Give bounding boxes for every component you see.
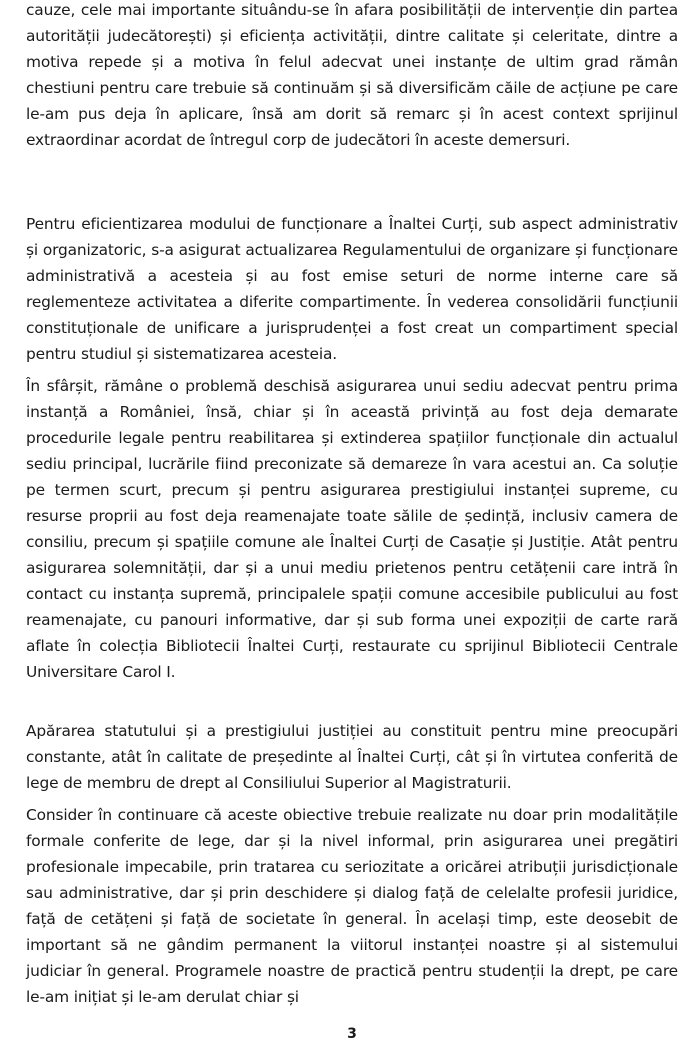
paragraph-administrative-efficiency: Pentru eficientizarea modului de funcționare a Înaltei Curți, sub aspect administrativ și organizatoric, s-a asigurat actualizarea Regulamentului de organizare și funcționare administrativă a acesteia și au fost emise seturi de norme interne care să reglementeze activitatea a diferite compartimente. În vederea consolidării funcțiunii constituționale de unificare a jurisprudenței a fost creat un compartiment special pentru studiul și sistematizarea acesteia.: [26, 215, 678, 363]
document-page: [26, 0, 678, 1058]
paragraph-continuation: cauze, cele mai importante situându-se în afara posibilității de intervenție din partea autorității judecătorești) și eficiența activității, dintre calitate și celeritate, dintre a motiva repede și a motiva în felul adecvat unei instanțe de ultim grad rămân chestiuni pentru care trebuie să continuăm și să diversificăm căile de acțiune pe care le-am pus deja în aplicare, însă am dorit să remarc și în acest context sprijinul extraordinar acordat de întregul corp de judecători în aceste demersuri.: [26, 1, 678, 149]
paragraph-objectives: Consider în continuare că aceste obiective trebuie realizate nu doar prin modalitățile formale conferite de lege, dar și la nivel informal, prin asigurarea unei pregătiri profesionale impecabile, prin tratarea cu seriozitate a oricărei atribuții jurisdicționale sau administrative, dar și prin deschidere și dialog față de celelalte profesii juridice, față de cetățeni și față de societate în general. În același timp, este deosebit de important să ne gândim permanent la viitorul instanței noastre și al sistemului judiciar în general. Programele noastre de practică pentru studenții la drept, pe care le-am inițiat și le-am derulat chiar și: [26, 806, 678, 1006]
paragraph-headquarters: În sfârșit, rămâne o problemă deschisă asigurarea unui sediu adecvat pentru prima instanță a României, însă, chiar și în această privință au fost deja demarate procedurile legale pentru reabilitarea și extinderea spațiilor funcționale din actualul sediu principal, lucrările fiind preconizate să demareze în vara acestui an. Ca soluție pe termen scurt, precum și pentru asigurarea prestigiului instanței supreme, cu resurse proprii au fost deja reamenajate toate sălile de ședință, inclusiv camera de consiliu, precum și spațiile comune ale Înaltei Curți de Casație și Justiție. Atât pentru asigurarea solemnității, dar și a unui mediu prietenos pentru cetățenii care intră în contact cu instanța supremă, principalele spații comune accesibile publicului au fost reamenajate, cu panouri informative, dar și sub forma unei expoziții de carte rară aflate în colecția Bibliotecii Înaltei Curți, restaurate cu sprijinul Bibliotecii Centrale Universitare Carol I.: [26, 377, 678, 681]
page-number: 3: [347, 1026, 357, 1042]
paragraph-justice-prestige: Apărarea statutului și a prestigiului justiției au constituit pentru mine preocupări constante, atât în calitate de președinte al Înaltei Curți, cât și în virtutea conferită de lege de membru de drept al Consiliului Superior al Magistraturii.: [26, 722, 678, 792]
